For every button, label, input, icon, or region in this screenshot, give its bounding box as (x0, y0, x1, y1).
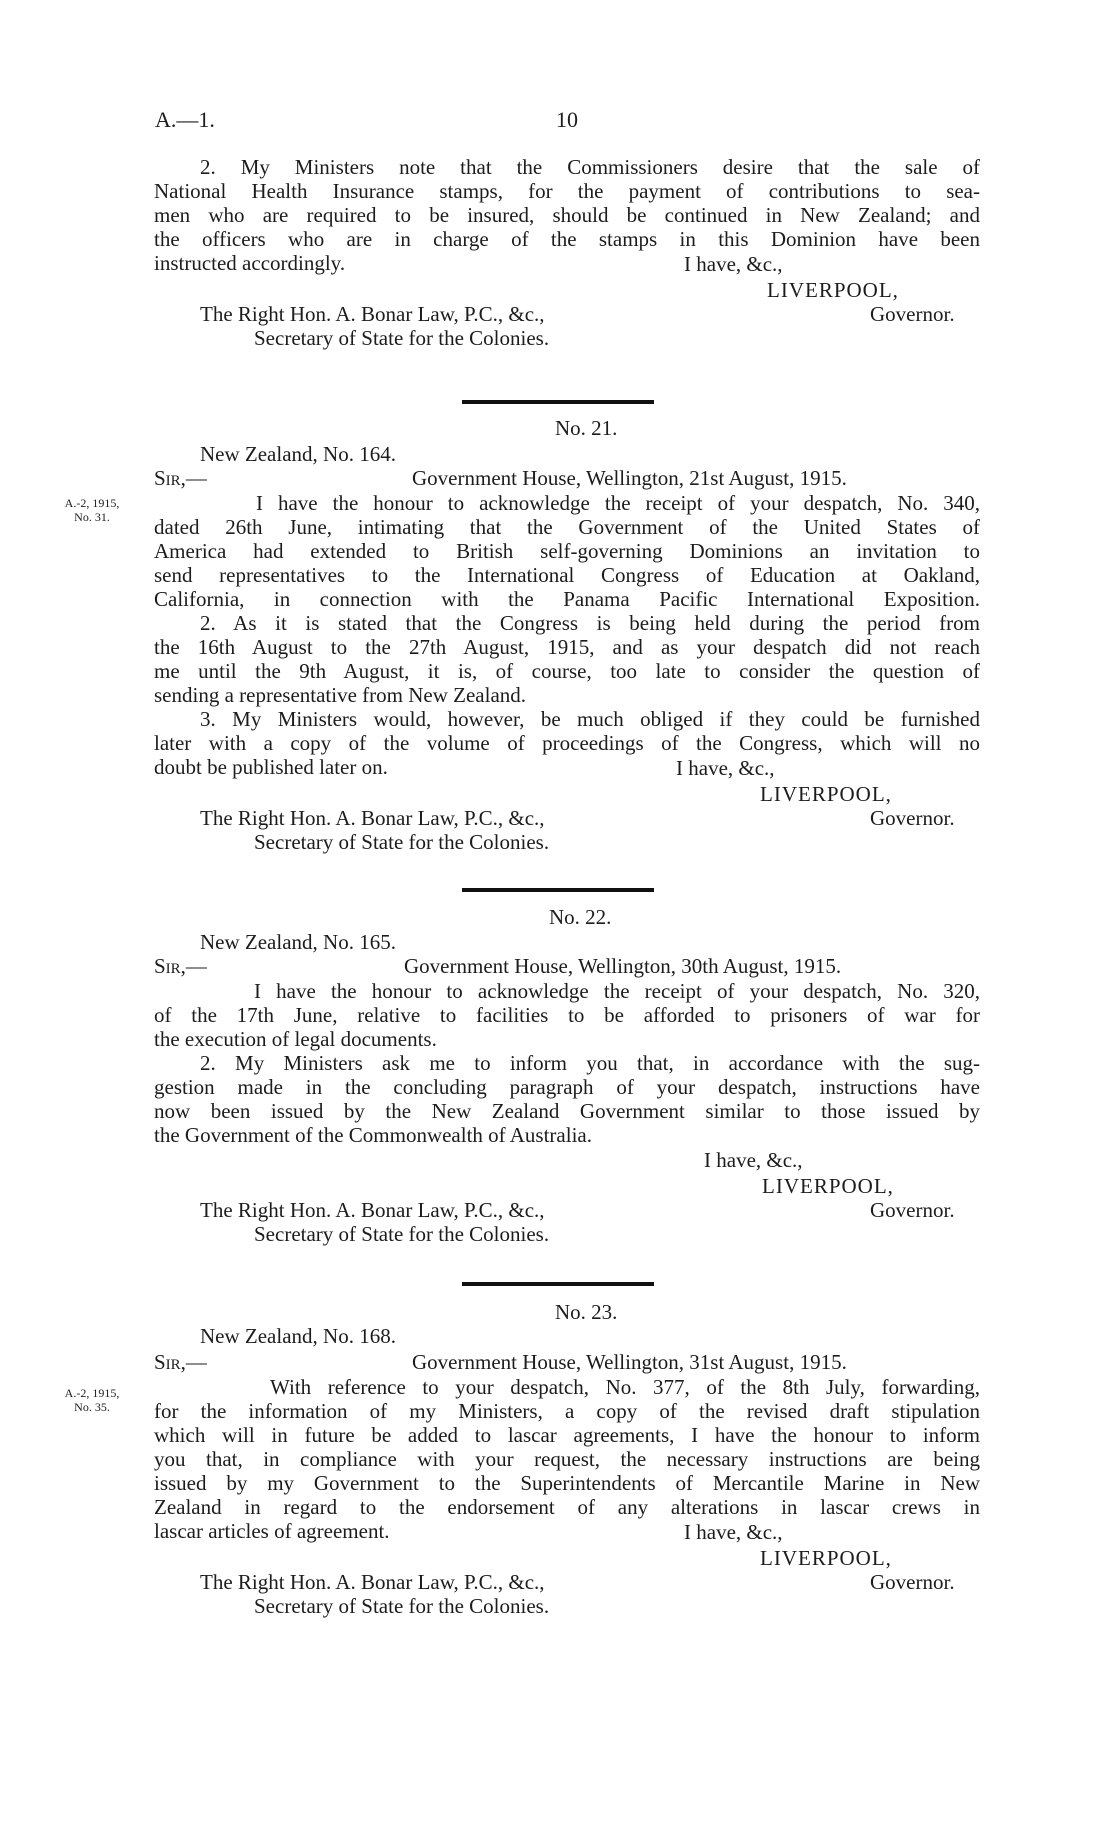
body-line: the 16th August to the 27th August, 1915, and as your despatch did not reach (154, 635, 980, 659)
body-line: With reference to your despatch, No. 377, of the 8th July, forwarding, (270, 1375, 980, 1399)
place-date: Government House, Wellington, 21st August, 1915. (412, 466, 847, 490)
office: Secretary of State for the Colonies. (254, 1222, 550, 1246)
body-line: California, in connection with the Panama Pacific International Exposition. (154, 587, 980, 611)
i-have: I have, &c., (684, 1520, 783, 1544)
body-line: you that, in compliance with your request, the necessary instructions are being (154, 1447, 980, 1471)
body-line: sending a representative from New Zealand. (154, 683, 527, 707)
body-line: dated 26th June, intimating that the Government of the United States of (154, 515, 980, 539)
governor-title: Governor. (870, 1198, 955, 1222)
governor-title: Governor. (870, 806, 955, 830)
body-line: I have the honour to acknowledge the receipt of your despatch, No. 320, (254, 979, 980, 1003)
despatch-number: No. 22. (549, 905, 612, 929)
body-line: America had extended to British self-governing Dominions an invitation to (154, 539, 980, 563)
body-line: 2. My Ministers note that the Commissioners desire that the sale of (200, 155, 980, 179)
body-line: the Government of the Commonwealth of Australia. (154, 1123, 592, 1147)
office: Secretary of State for the Colonies. (254, 830, 550, 854)
signature: LIVERPOOL, (760, 782, 892, 806)
despatch-number: No. 23. (555, 1300, 618, 1324)
body-line: send representatives to the International Congress of Education at Oakland, (154, 563, 980, 587)
body-line: which will in future be added to lascar agreements, I have the honour to inform (154, 1423, 980, 1447)
body-line: issued by my Government to the Superintendents of Mercantile Marine in New (154, 1471, 980, 1495)
body-line: Zealand in regard to the endorsement of any alterations in lascar crews in (154, 1495, 980, 1519)
margin-note-line: No. 35. (74, 1400, 110, 1414)
addressee: The Right Hon. A. Bonar Law, P.C., &c., (200, 1198, 545, 1222)
body-line: later with a copy of the volume of proceedings of the Congress, which will no (154, 731, 980, 755)
despatch-ref: New Zealand, No. 164. (200, 442, 396, 466)
margin-note (52, 496, 132, 524)
governor-title: Governor. (870, 1570, 955, 1594)
place-date: Government House, Wellington, 31st August, 1915. (412, 1350, 847, 1374)
body-line: 2. My Ministers ask me to inform you that, in accordance with the sug- (200, 1051, 980, 1075)
margin-note-line: No. 31. (74, 510, 110, 524)
body-line: me until the 9th August, it is, of course, too late to consider the question of (154, 659, 980, 683)
addressee: The Right Hon. A. Bonar Law, P.C., &c., (200, 806, 545, 830)
office: Secretary of State for the Colonies. (254, 1594, 550, 1618)
body-line: gestion made in the concluding paragraph of your despatch, instructions have (154, 1075, 980, 1099)
governor-title: Governor. (870, 302, 955, 326)
signature: LIVERPOOL, (762, 1174, 894, 1198)
addressee: The Right Hon. A. Bonar Law, P.C., &c., (200, 1570, 545, 1594)
salutation: Sir,— (154, 1350, 207, 1374)
despatch-number: No. 21. (555, 416, 618, 440)
body-line: of the 17th June, relative to facilities to be afforded to prisoners of war for (154, 1003, 980, 1027)
i-have: I have, &c., (704, 1148, 803, 1172)
body-line: doubt be published later on. (154, 755, 388, 779)
body-line: National Health Insurance stamps, for the payment of contributions to sea- (154, 179, 980, 203)
header-ref: A.—1. (155, 107, 215, 132)
body-line: the execution of legal documents. (154, 1027, 437, 1051)
body-line: the officers who are in charge of the stamps in this Dominion have been (154, 227, 980, 251)
section-rule (462, 1282, 654, 1286)
body-line: 3. My Ministers would, however, be much obliged if they could be furnished (200, 707, 980, 731)
despatch-ref: New Zealand, No. 168. (200, 1324, 396, 1348)
margin-note-line: A.-2, 1915, (64, 1386, 120, 1400)
body-line: for the information of my Ministers, a copy of the revised draft stipulation (154, 1399, 980, 1423)
salutation: Sir,— (154, 954, 207, 978)
body-line: lascar articles of agreement. (154, 1519, 390, 1543)
margin-note (52, 1386, 132, 1414)
body-line: 2. As it is stated that the Congress is being held during the period from (200, 611, 980, 635)
body-line: I have the honour to acknowledge the receipt of your despatch, No. 340, (256, 491, 980, 515)
section-rule (462, 888, 654, 892)
salutation: Sir,— (154, 466, 207, 490)
section-rule (462, 400, 654, 404)
margin-note-line: A.-2, 1915, (64, 496, 120, 510)
i-have: I have, &c., (684, 252, 783, 276)
body-line: instructed accordingly. (154, 251, 346, 275)
body-line: men who are required to be insured, should be continued in New Zealand; and (154, 203, 980, 227)
place-date: Government House, Wellington, 30th August, 1915. (404, 954, 842, 978)
signature: LIVERPOOL, (767, 278, 899, 302)
signature: LIVERPOOL, (760, 1546, 892, 1570)
addressee: The Right Hon. A. Bonar Law, P.C., &c., (200, 302, 545, 326)
office: Secretary of State for the Colonies. (254, 326, 550, 350)
page-number: 10 (556, 107, 578, 132)
despatch-ref: New Zealand, No. 165. (200, 930, 396, 954)
body-line: now been issued by the New Zealand Government similar to those issued by (154, 1099, 980, 1123)
i-have: I have, &c., (676, 756, 775, 780)
